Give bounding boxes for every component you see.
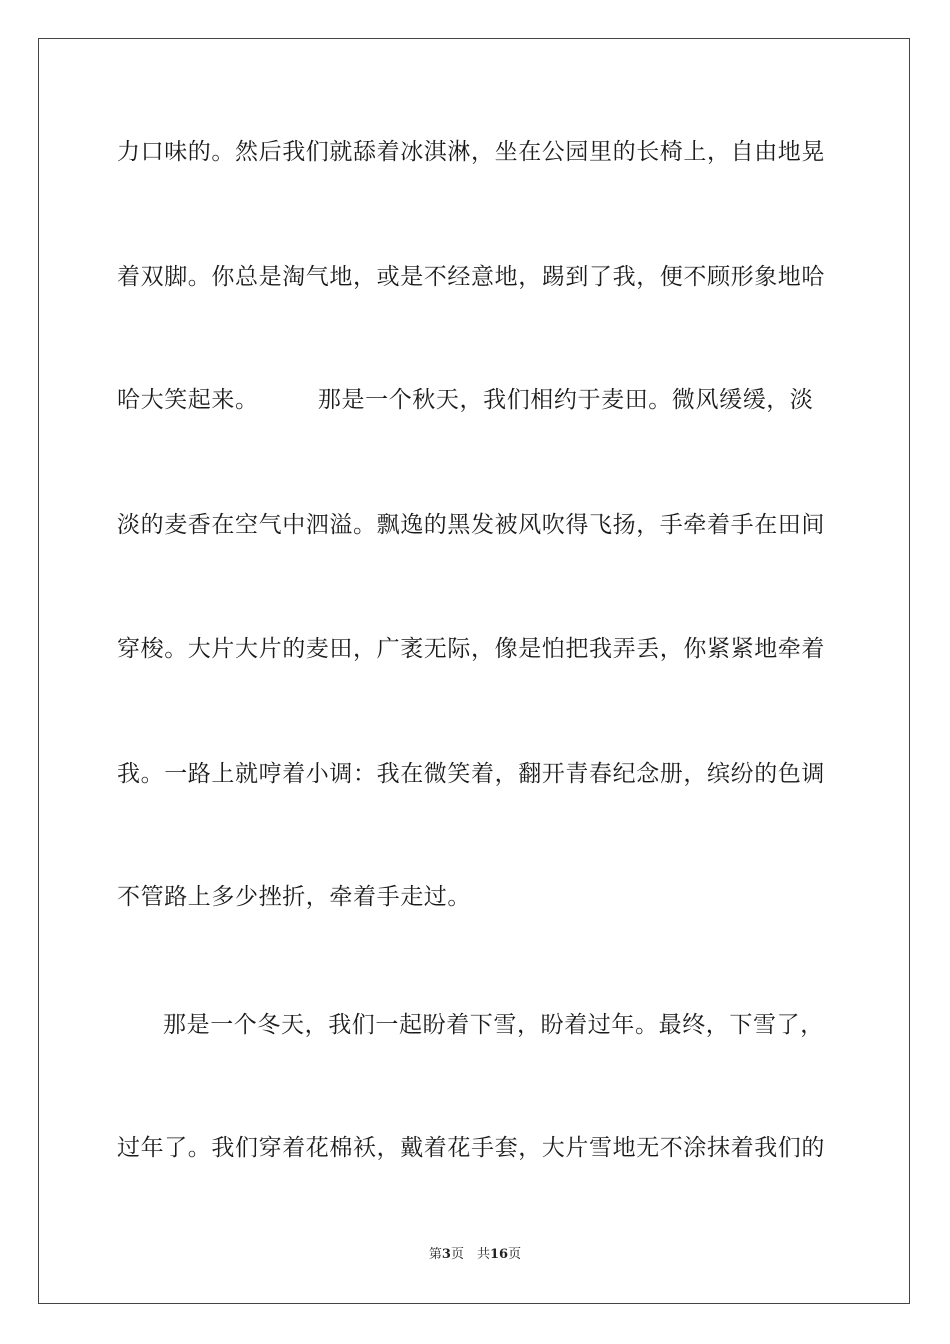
text-line-8: 那是一个冬天，我们一起盼着下雪，盼着过年。最终，下雪了， <box>163 1012 824 1038</box>
footer-middle: 页 共 <box>450 1247 490 1262</box>
text-line-5: 穿梭。大片大片的麦田，广袤无际，像是怕把我弄丢，你紧紧地牵着 <box>117 636 825 662</box>
page-footer <box>0 1246 950 1264</box>
text-line-9: 过年了。我们穿着花棉袄，戴着花手套，大片雪地无不涂抹着我们的 <box>117 1135 825 1161</box>
text-line-3: 哈大笑起来。 那是一个秋天，我们相约于麦田。微风缓缓，淡 <box>117 387 814 413</box>
text-line-2: 着双脚。你总是淘气地，或是不经意地，踢到了我，便不顾形象地哈 <box>117 264 825 290</box>
page-border <box>38 38 910 1304</box>
footer-prefix: 第 <box>428 1247 442 1262</box>
text-line-7: 不管路上多少挫折，牵着手走过。 <box>117 884 471 910</box>
text-line-1: 力口味的。然后我们就舔着冰淇淋，坐在公园里的长椅上，自由地晃 <box>117 139 825 165</box>
current-page-number: 3 <box>441 1247 451 1262</box>
footer-suffix: 页 <box>508 1247 522 1262</box>
text-line-6: 我。一路上就哼着小调：我在微笑着，翻开青春纪念册，缤纷的色调 <box>117 761 825 787</box>
total-page-count: 16 <box>489 1247 509 1262</box>
text-line-4: 淡的麦香在空气中泗溢。飘逸的黑发被风吹得飞扬，手牵着手在田间 <box>117 512 825 538</box>
